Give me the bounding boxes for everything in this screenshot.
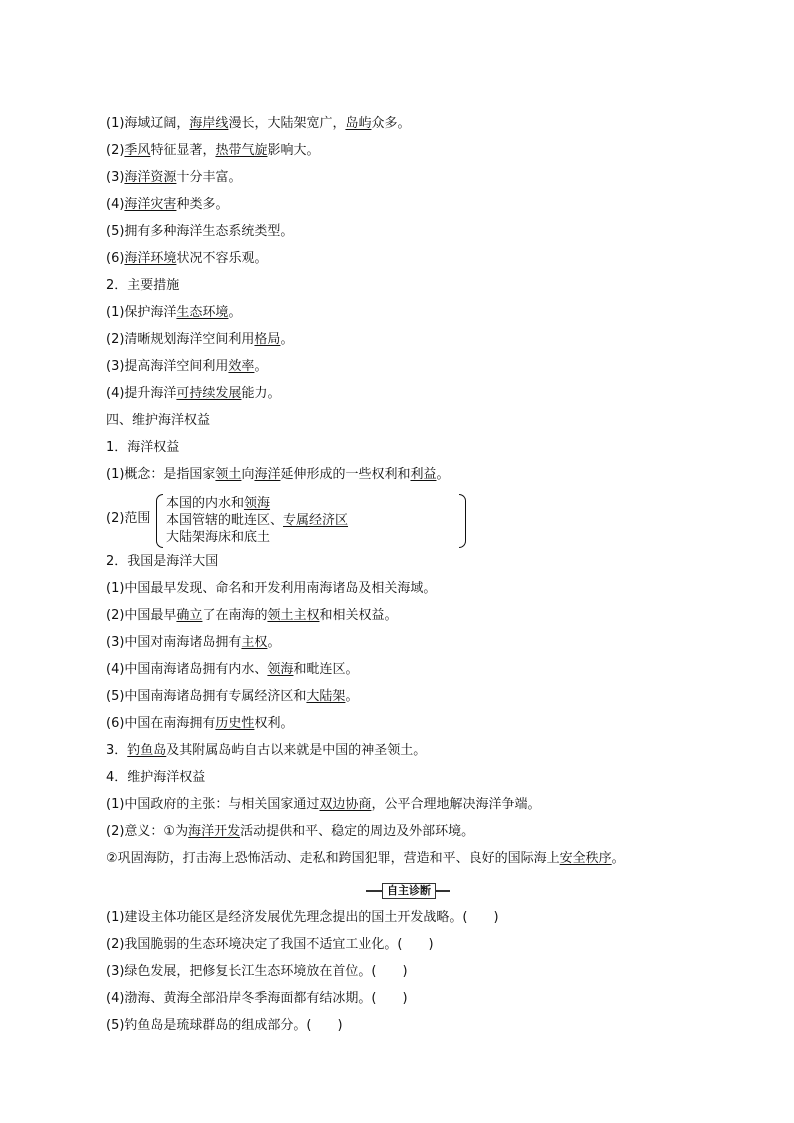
text-line: [106, 385, 280, 403]
text-line: [106, 142, 319, 160]
answer-blank: 生态环境: [176, 305, 229, 320]
text-segment: 和毗连区。: [293, 662, 359, 677]
text-segment: 众多。: [371, 116, 411, 131]
range-item: [166, 512, 348, 529]
text-segment: (1)概念：是指国家: [106, 467, 216, 482]
answer-blank: 主权: [241, 635, 268, 650]
text-segment: (3)绿色发展，把修复长江生态环境放在首位。( ): [106, 964, 408, 979]
text-segment: 。: [254, 359, 268, 374]
text-segment: 。: [611, 851, 625, 866]
text-segment: 。: [267, 635, 281, 650]
range-item: [166, 495, 270, 512]
text-segment: 漫长，大陆架宽广，: [228, 116, 346, 131]
answer-blank: 海洋开发: [188, 824, 241, 839]
text-segment: (5)拥有多种海洋生态系统类型。: [106, 224, 294, 239]
text-line: [106, 742, 426, 760]
text-segment: 十分丰富。: [176, 170, 242, 185]
text-line: [106, 936, 434, 954]
text-segment: 大陆架海床和底土: [166, 530, 271, 545]
range-label: (2)范围: [106, 511, 151, 526]
text-segment: (2)意义：①为: [106, 824, 189, 839]
badge-label: 自主诊断: [382, 883, 436, 899]
text-line: [106, 412, 210, 430]
text-line: [106, 277, 179, 295]
text-line: [106, 250, 267, 268]
text-segment: 延伸形成的一些权利和: [280, 467, 411, 482]
text-line: [106, 580, 436, 598]
text-segment: (1)中国最早发现、命名和开发利用南海诸岛及相关海域。: [106, 581, 437, 596]
text-segment: (1)保护海洋: [106, 305, 177, 320]
text-segment: (2): [106, 143, 125, 158]
text-segment: (3): [106, 170, 125, 185]
range-bracket: [156, 492, 466, 548]
answer-blank: 岛屿: [345, 116, 372, 131]
text-line: [106, 823, 474, 841]
text-segment: (5)中国南海诸岛拥有专属经济区和: [106, 689, 307, 704]
text-segment: (4)中国南海诸岛拥有内水、: [106, 662, 268, 677]
text-segment: 1．海洋权益: [106, 440, 180, 455]
text-line: [106, 963, 408, 981]
answer-blank: 海洋: [254, 467, 281, 482]
text-segment: 状况不容乐观。: [176, 251, 268, 266]
answer-blank: 大陆架: [306, 689, 346, 704]
badge-right-rule: [436, 890, 450, 892]
answer-blank: 海洋环境: [124, 251, 177, 266]
text-segment: 2．主要措施: [106, 278, 180, 293]
answer-blank: 可持续发展: [176, 386, 242, 401]
text-line: [106, 553, 218, 571]
text-line: [106, 169, 241, 187]
text-segment: 3．: [106, 743, 128, 758]
text-segment: 向: [241, 467, 255, 482]
text-segment: (3)中国对南海诸岛拥有: [106, 635, 242, 650]
text-segment: (5)钓鱼岛是琉球群岛的组成部分。( ): [106, 1018, 343, 1033]
range-item: [166, 529, 270, 546]
text-segment: ②巩固海防，打击海上恐怖活动、走私和跨国犯罪，营造和平、良好的国际海上: [106, 851, 560, 866]
answer-blank: 历史性: [215, 716, 255, 731]
text-segment: ，公平合理地解决海洋争端。: [371, 797, 541, 812]
left-bracket-icon: [156, 494, 163, 548]
text-segment: 。: [280, 332, 294, 347]
answer-blank: 格局: [254, 332, 281, 347]
text-segment: 及其附属岛屿自古以来就是中国的神圣领土。: [166, 743, 427, 758]
text-segment: 种类多。: [176, 197, 229, 212]
text-line: [106, 304, 241, 322]
answer-blank: 专属经济区: [283, 513, 349, 528]
answer-blank: 海洋灾害: [124, 197, 177, 212]
text-segment: (6): [106, 251, 125, 266]
answer-blank: 利益: [410, 467, 437, 482]
answer-blank: 领海: [267, 662, 294, 677]
text-segment: 2．我国是海洋大国: [106, 554, 219, 569]
text-segment: 了在南海的: [202, 608, 268, 623]
text-segment: 本国的内水和: [166, 496, 245, 511]
answer-blank: 海岸线: [189, 116, 229, 131]
text-line: [106, 688, 358, 706]
text-segment: (3)提高海洋空间利用: [106, 359, 229, 374]
text-line: [106, 331, 293, 349]
answer-blank: 领土: [215, 467, 242, 482]
text-segment: (4)提升海洋: [106, 386, 177, 401]
text-line: [106, 634, 280, 652]
text-line: [106, 439, 179, 457]
text-line: [106, 769, 205, 787]
right-bracket-icon: [459, 494, 466, 548]
text-line: [106, 223, 293, 241]
text-line: [106, 115, 410, 133]
text-line: [106, 909, 499, 927]
text-segment: (4): [106, 197, 125, 212]
text-line: [106, 850, 625, 868]
text-segment: (2)清晰规划海洋空间利用: [106, 332, 255, 347]
text-segment: 本国管辖的毗连区、: [166, 513, 284, 528]
answer-blank: 海洋资源: [124, 170, 177, 185]
text-segment: 能力。: [241, 386, 281, 401]
answer-blank: 热带气旋: [215, 143, 268, 158]
answer-blank: 领海: [244, 496, 271, 511]
text-segment: (2)中国最早: [106, 608, 177, 623]
badge-left-rule: [366, 890, 382, 892]
answer-blank: 季风: [124, 143, 151, 158]
text-line: [106, 358, 267, 376]
text-segment: 权利。: [254, 716, 294, 731]
text-line: [106, 990, 408, 1008]
text-segment: (4)渤海、黄海全部沿岸冬季海面都有结冰期。( ): [106, 991, 408, 1006]
answer-blank: 安全秩序: [559, 851, 612, 866]
text-line: [106, 196, 228, 214]
text-segment: 。: [345, 689, 359, 704]
text-line: [106, 796, 540, 814]
text-segment: 影响大。: [267, 143, 320, 158]
text-segment: 4．维护海洋权益: [106, 770, 206, 785]
text-segment: 和相关权益。: [319, 608, 398, 623]
text-segment: 特征显著，: [150, 143, 216, 158]
text-segment: 活动提供和平、稳定的周边及外部环境。: [240, 824, 475, 839]
text-line: [106, 1017, 343, 1035]
text-line: [106, 661, 358, 679]
text-segment: 。: [228, 305, 242, 320]
text-segment: 四、维护海洋权益: [106, 413, 211, 428]
text-segment: (2)我国脆弱的生态环境决定了我国不适宜工业化。( ): [106, 937, 434, 952]
answer-blank: 领土主权: [267, 608, 320, 623]
text-line: [106, 607, 397, 625]
answer-blank: 钓鱼岛: [127, 743, 167, 758]
answer-blank: 双边协商: [319, 797, 372, 812]
answer-blank: 效率: [228, 359, 255, 374]
answer-blank: 确立: [176, 608, 203, 623]
text-segment: (1)中国政府的主张：与相关国家通过: [106, 797, 320, 812]
text-segment: (6)中国在南海拥有: [106, 716, 216, 731]
text-line: [106, 715, 293, 733]
text-segment: 。: [436, 467, 450, 482]
section-badge: [366, 883, 450, 899]
text-segment: (1)建设主体功能区是经济发展优先理念提出的国土开发战略。( ): [106, 910, 499, 925]
text-segment: (1)海域辽阔，: [106, 116, 190, 131]
text-line: [106, 466, 450, 484]
